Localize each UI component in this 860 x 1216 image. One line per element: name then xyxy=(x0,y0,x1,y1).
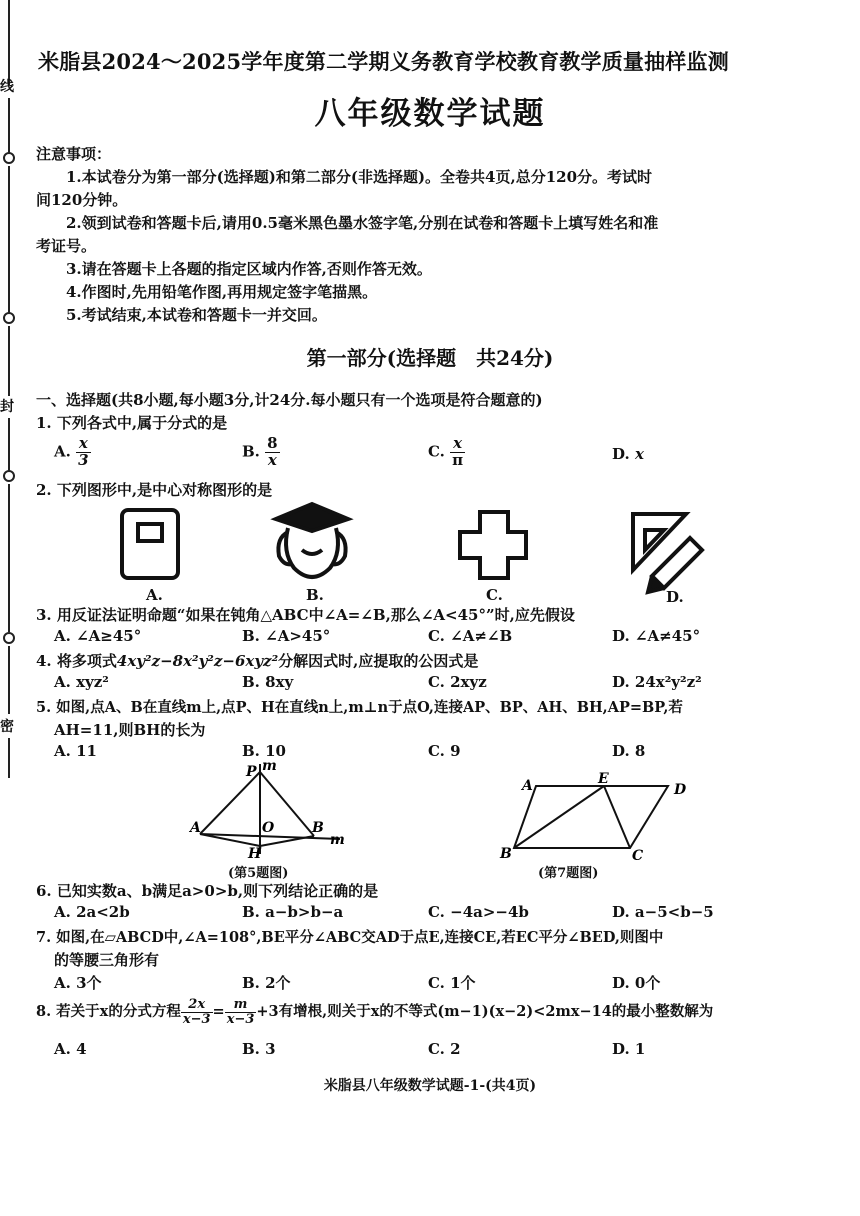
q7-label-c: C xyxy=(632,848,644,860)
q7-stem-line1: 7. 如图,在▱ABCD中,∠A=108°,BE平分∠ABC交AD于点E,连接CE,若EC平分∠BED,则图中 xyxy=(36,929,664,946)
q7-fig-caption: (第7题图) xyxy=(538,866,599,881)
q5-label-o: O xyxy=(262,820,275,836)
q7-option-d: D. 0个 xyxy=(612,974,661,992)
q7-label-a: A xyxy=(522,778,533,794)
exam-title: 米脂县2024～2025学年度第二学期义务教育学校教育教学质量抽样监测 xyxy=(38,49,729,74)
q2-label-a: A. xyxy=(146,586,163,604)
set-square-pencil-icon xyxy=(633,514,702,592)
q5-option-a: A. 11 xyxy=(54,742,97,760)
exam-subtitle: 八年级数学试题 xyxy=(314,96,546,132)
q5-label-a: A xyxy=(190,820,201,836)
q3-option-c: C. ∠A≠∠B xyxy=(428,627,513,645)
q2-label-b: B. xyxy=(306,586,324,604)
cross-shape-icon xyxy=(460,512,526,578)
q6-option-a: A. 2a<2b xyxy=(54,903,130,921)
q2-stem: 2. 下列图形中,是中心对称图形的是 xyxy=(36,481,273,499)
q7-label-d: D xyxy=(674,782,687,798)
q8-option-d: D. 1 xyxy=(612,1040,646,1058)
q6-stem: 6. 已知实数a、b满足a>0>b,则下列结论正确的是 xyxy=(36,882,379,900)
gutter-char-xian: 线 xyxy=(0,79,14,95)
gutter-hole xyxy=(3,470,15,482)
q1-option-b: B. $\frac{8}{x}$ xyxy=(242,434,278,469)
q6-option-b: B. a−b>b−a xyxy=(242,903,344,921)
q4-option-a: A. xyz² xyxy=(54,673,109,691)
notes-item: 间120分钟。 xyxy=(36,191,128,209)
graduate-icon xyxy=(276,504,348,577)
q4-stem: 4. 将多项式4xy²z−8x²y²z−6xyz²分解因式时,应提取的公因式是 xyxy=(36,652,479,670)
notes-heading: 注意事项： xyxy=(36,145,112,163)
gutter-hole xyxy=(3,152,15,164)
q5-stem-line2: AH=11,则BH的长为 xyxy=(54,721,206,739)
q2-label-c: C. xyxy=(486,586,503,604)
q5-label-m-top: m xyxy=(262,758,277,774)
q5-stem-line1: 5. 如图,点A、B在直线m上,点P、H在直线n上,m⊥n于点O,连接AP、BP、AH、BH,AP=BP,若 xyxy=(36,699,683,716)
q3-option-b: B. ∠A>45° xyxy=(242,627,331,645)
q4-option-b: B. 8xy xyxy=(242,673,294,691)
notes-item: 2.领到试卷和答题卡后,请用0.5毫米黑色墨水签字笔,分别在试卷和答题卡上填写姓名和准 xyxy=(66,214,659,232)
q1-stem: 1. 下列各式中,属于分式的是 xyxy=(36,414,228,432)
q5-label-p: P xyxy=(246,764,257,780)
q8-stem: 8. 若关于x的分式方程 $\frac{2x}{x-3}$ = $\frac{m}{x-3}$ +3有增根,则关于x的不等式(m−1)(x−2)<2mx−14的最小整数解为 xyxy=(36,997,714,1027)
q7-option-b: B. 2个 xyxy=(242,974,291,992)
q5-label-m-right: m xyxy=(330,832,345,848)
gutter-hole xyxy=(3,312,15,324)
notebook-icon xyxy=(122,510,178,578)
q3-option-d: D. ∠A≠45° xyxy=(612,627,701,645)
q1-option-a: A. $\frac{x}{3}$ xyxy=(54,434,89,469)
q2-label-d: D. xyxy=(666,588,684,606)
notes-item: 1.本试卷分为第一部分(选择题)和第二部分(非选择题)。全卷共4页,总分120分。考试时 xyxy=(66,168,653,186)
part1-title: 第一部分(选择题 共24分) xyxy=(306,346,554,370)
q5-label-h: H xyxy=(248,846,262,858)
notes-item: 5.考试结束,本试卷和答题卡一并交回。 xyxy=(66,306,327,324)
section-instruction: 一、选择题(共8小题,每小题3分,计24分.每小题只有一个选项是符合题意的) xyxy=(36,391,543,409)
gutter-char-mi: 密 xyxy=(0,719,14,735)
q3-stem: 3. 用反证法证明命题“如果在钝角△ABC中∠A=∠B,那么∠A<45°”时,应先假设 xyxy=(36,606,575,624)
q3-option-a: A. ∠A≥45° xyxy=(54,627,142,645)
q4-option-c: C. 2xyz xyxy=(428,673,487,691)
q7-figure xyxy=(498,770,698,860)
q7-label-e: E xyxy=(598,771,609,787)
q7-stem-line2: 的等腰三角形有 xyxy=(54,951,160,969)
q5-fig-caption: (第5题图) xyxy=(228,866,289,881)
q7-option-a: A. 3个 xyxy=(54,974,102,992)
q6-option-c: C. −4a>−4b xyxy=(428,903,529,921)
q2-figures xyxy=(0,500,860,610)
gutter-char-feng: 封 xyxy=(0,399,14,415)
q8-option-b: B. 3 xyxy=(242,1040,276,1058)
q1-option-d: D. x xyxy=(612,445,644,463)
q5-option-c: C. 9 xyxy=(428,742,461,760)
q5-option-d: D. 8 xyxy=(612,742,646,760)
q1-option-c: C. $\frac{x}{\pi}$ xyxy=(428,434,464,469)
q5-option-b: B. 10 xyxy=(242,742,286,760)
q8-option-a: A. 4 xyxy=(54,1040,87,1058)
page-footer: 米脂县八年级数学试题-1-(共4页) xyxy=(323,1078,537,1094)
q5-label-b: B xyxy=(312,820,324,836)
q4-option-d: D. 24x²y²z² xyxy=(612,673,702,691)
notes-item: 4.作图时,先用铅笔作图,再用规定签字笔描黑。 xyxy=(66,283,378,301)
notes-item: 3.请在答题卡上各题的指定区域内作答,否则作答无效。 xyxy=(66,260,432,278)
gutter-hole xyxy=(3,632,15,644)
notes-item: 考证号。 xyxy=(36,237,97,255)
q7-option-c: C. 1个 xyxy=(428,974,476,992)
q5-figure xyxy=(180,758,360,858)
q8-option-c: C. 2 xyxy=(428,1040,461,1058)
q6-option-d: D. a−5<b−5 xyxy=(612,903,714,921)
q7-label-b: B xyxy=(500,846,512,860)
